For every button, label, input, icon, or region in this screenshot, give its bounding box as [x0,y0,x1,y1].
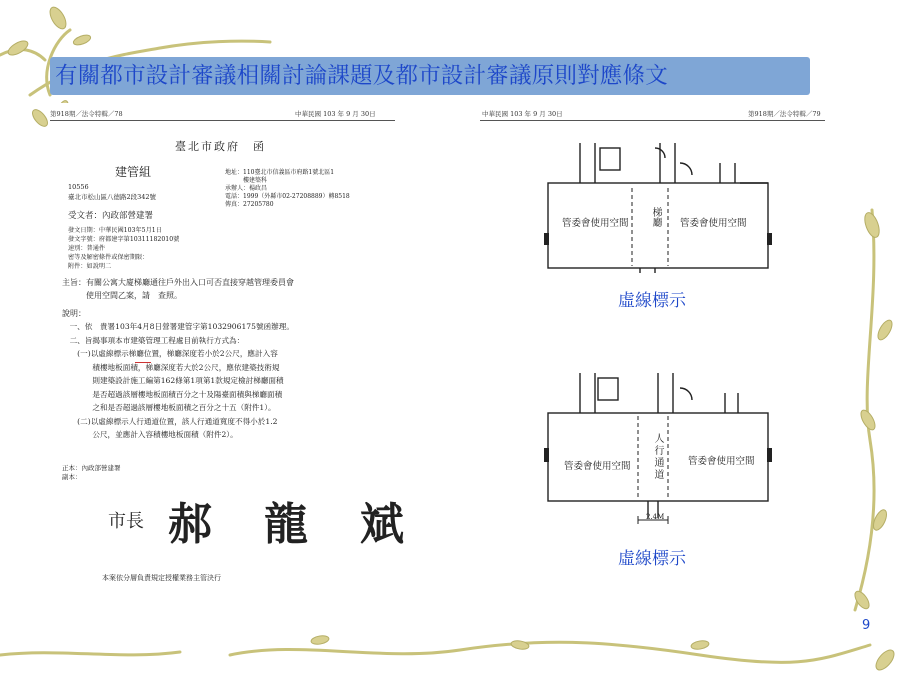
contact-line-5: 傳真：27205780 [225,201,274,208]
meta-line-2: 發文字號：府都建字第10311182010號 [68,236,180,243]
explain-line-8: (二)以虛線標示人行通道位置，該人行通道寬度不得小於1.2 [62,416,278,426]
explain-title: 說明： [62,309,86,318]
explain-line-1: 一、依 貴署103年4月8日營署建管字第1032906175號函辦理。 [62,322,294,331]
right-header-rule [480,120,825,121]
explain-line-9: 公尺，並應計入容積樓地板面積（附件2）。 [62,430,238,439]
explain-line-2: 二、旨揭事項本市建築管理工程處目前執行方式為： [62,335,245,345]
mayor-label: 市長 [108,511,144,532]
left-document-image [50,103,408,588]
plan1-center-label: 梯廳 [650,207,661,227]
left-header-left: 第918期／法令特輯／78 [50,110,123,118]
contact-line-2: 樓建築科 [225,177,268,184]
stamp-mark: 建管組 [115,165,152,179]
right-document-image [480,103,825,583]
meta-line-1: 發文日期：中華民國103年5月1日 [68,227,162,234]
page-number: 9 [862,618,871,633]
red-underline-mark [135,362,151,363]
subject-line-2: 使用空間乙案，請 查照。 [62,291,182,300]
plan1-right-room: 管委會使用空間 [680,218,747,229]
explain-line-3: (一)以虛線標示梯廳位置，梯廳深度若小於2公尺，應計入容 [62,349,278,358]
contact-line-4: 電話：1999（外縣市02-27208889）轉8518 [225,193,350,200]
explain-line-4: 積樓地板面積，梯廳深度若大於2公尺，應依建築技術規 [62,362,280,372]
plan2-right-room: 管委會使用空間 [688,456,755,467]
plan2-dimension: 2.4M [646,513,665,521]
plan2-caption: 虛線標示 [618,549,686,569]
explain-line-5: 則建築設計施工編第162條第1項第1款規定檢討梯廳面積 [62,376,284,385]
left-header-right: 中華民國 103 年 9 月 30日 [295,110,376,118]
plan2-left-room: 管委會使用空間 [564,461,631,472]
org-title: 臺北市政府 函 [175,140,266,153]
meta-line-4: 密等及解密條件或保密期限： [68,254,149,261]
cc-line-2: 副本： [62,473,82,481]
left-header-rule [50,120,395,121]
floor-plan-stair-hall [540,138,780,273]
recipient: 受文者：內政部營建署 [68,211,154,221]
plan2-center-label: 人行通道 [652,433,663,481]
mayor-signature: 郝 龍 斌 [168,499,408,550]
authorization-footer: 本案依分層負責規定授權業務主管決行 [102,574,221,582]
right-header-left: 中華民國 103 年 9 月 30日 [482,110,563,118]
meta-line-3: 速別：普通件 [68,245,106,252]
subject-line-1: 主旨：有關公寓大廈梯廳通往戶外出入口可否直接穿越管理委員會 [62,278,294,287]
postal-code: 10556 [68,183,89,191]
slide-title: 有關都市設計審議相關討論課題及都市設計審議原則對應條文 [55,63,668,89]
contact-line-1: 地址：110臺北市信義區市府路1號北區1 [225,169,335,176]
explain-line-6: 是否超過該層樓地板面積百分之十及陽臺面積與梯廳面積 [62,389,283,399]
sender-address: 臺北市松山區八德路2段342號 [68,193,157,201]
plan1-left-room: 管委會使用空間 [562,218,629,229]
meta-line-5: 附件：如說明二 [68,263,112,270]
cc-line-1: 正本：內政部營建署 [62,464,121,472]
explain-line-7: 之和是否超過該層樓地板面積之百分之十五（附件1）。 [62,403,276,412]
plan1-caption: 虛線標示 [618,291,686,311]
right-header-right: 第918期／法令特輯／79 [748,110,821,118]
contact-line-3: 承辦人：楊政昌 [225,185,268,192]
